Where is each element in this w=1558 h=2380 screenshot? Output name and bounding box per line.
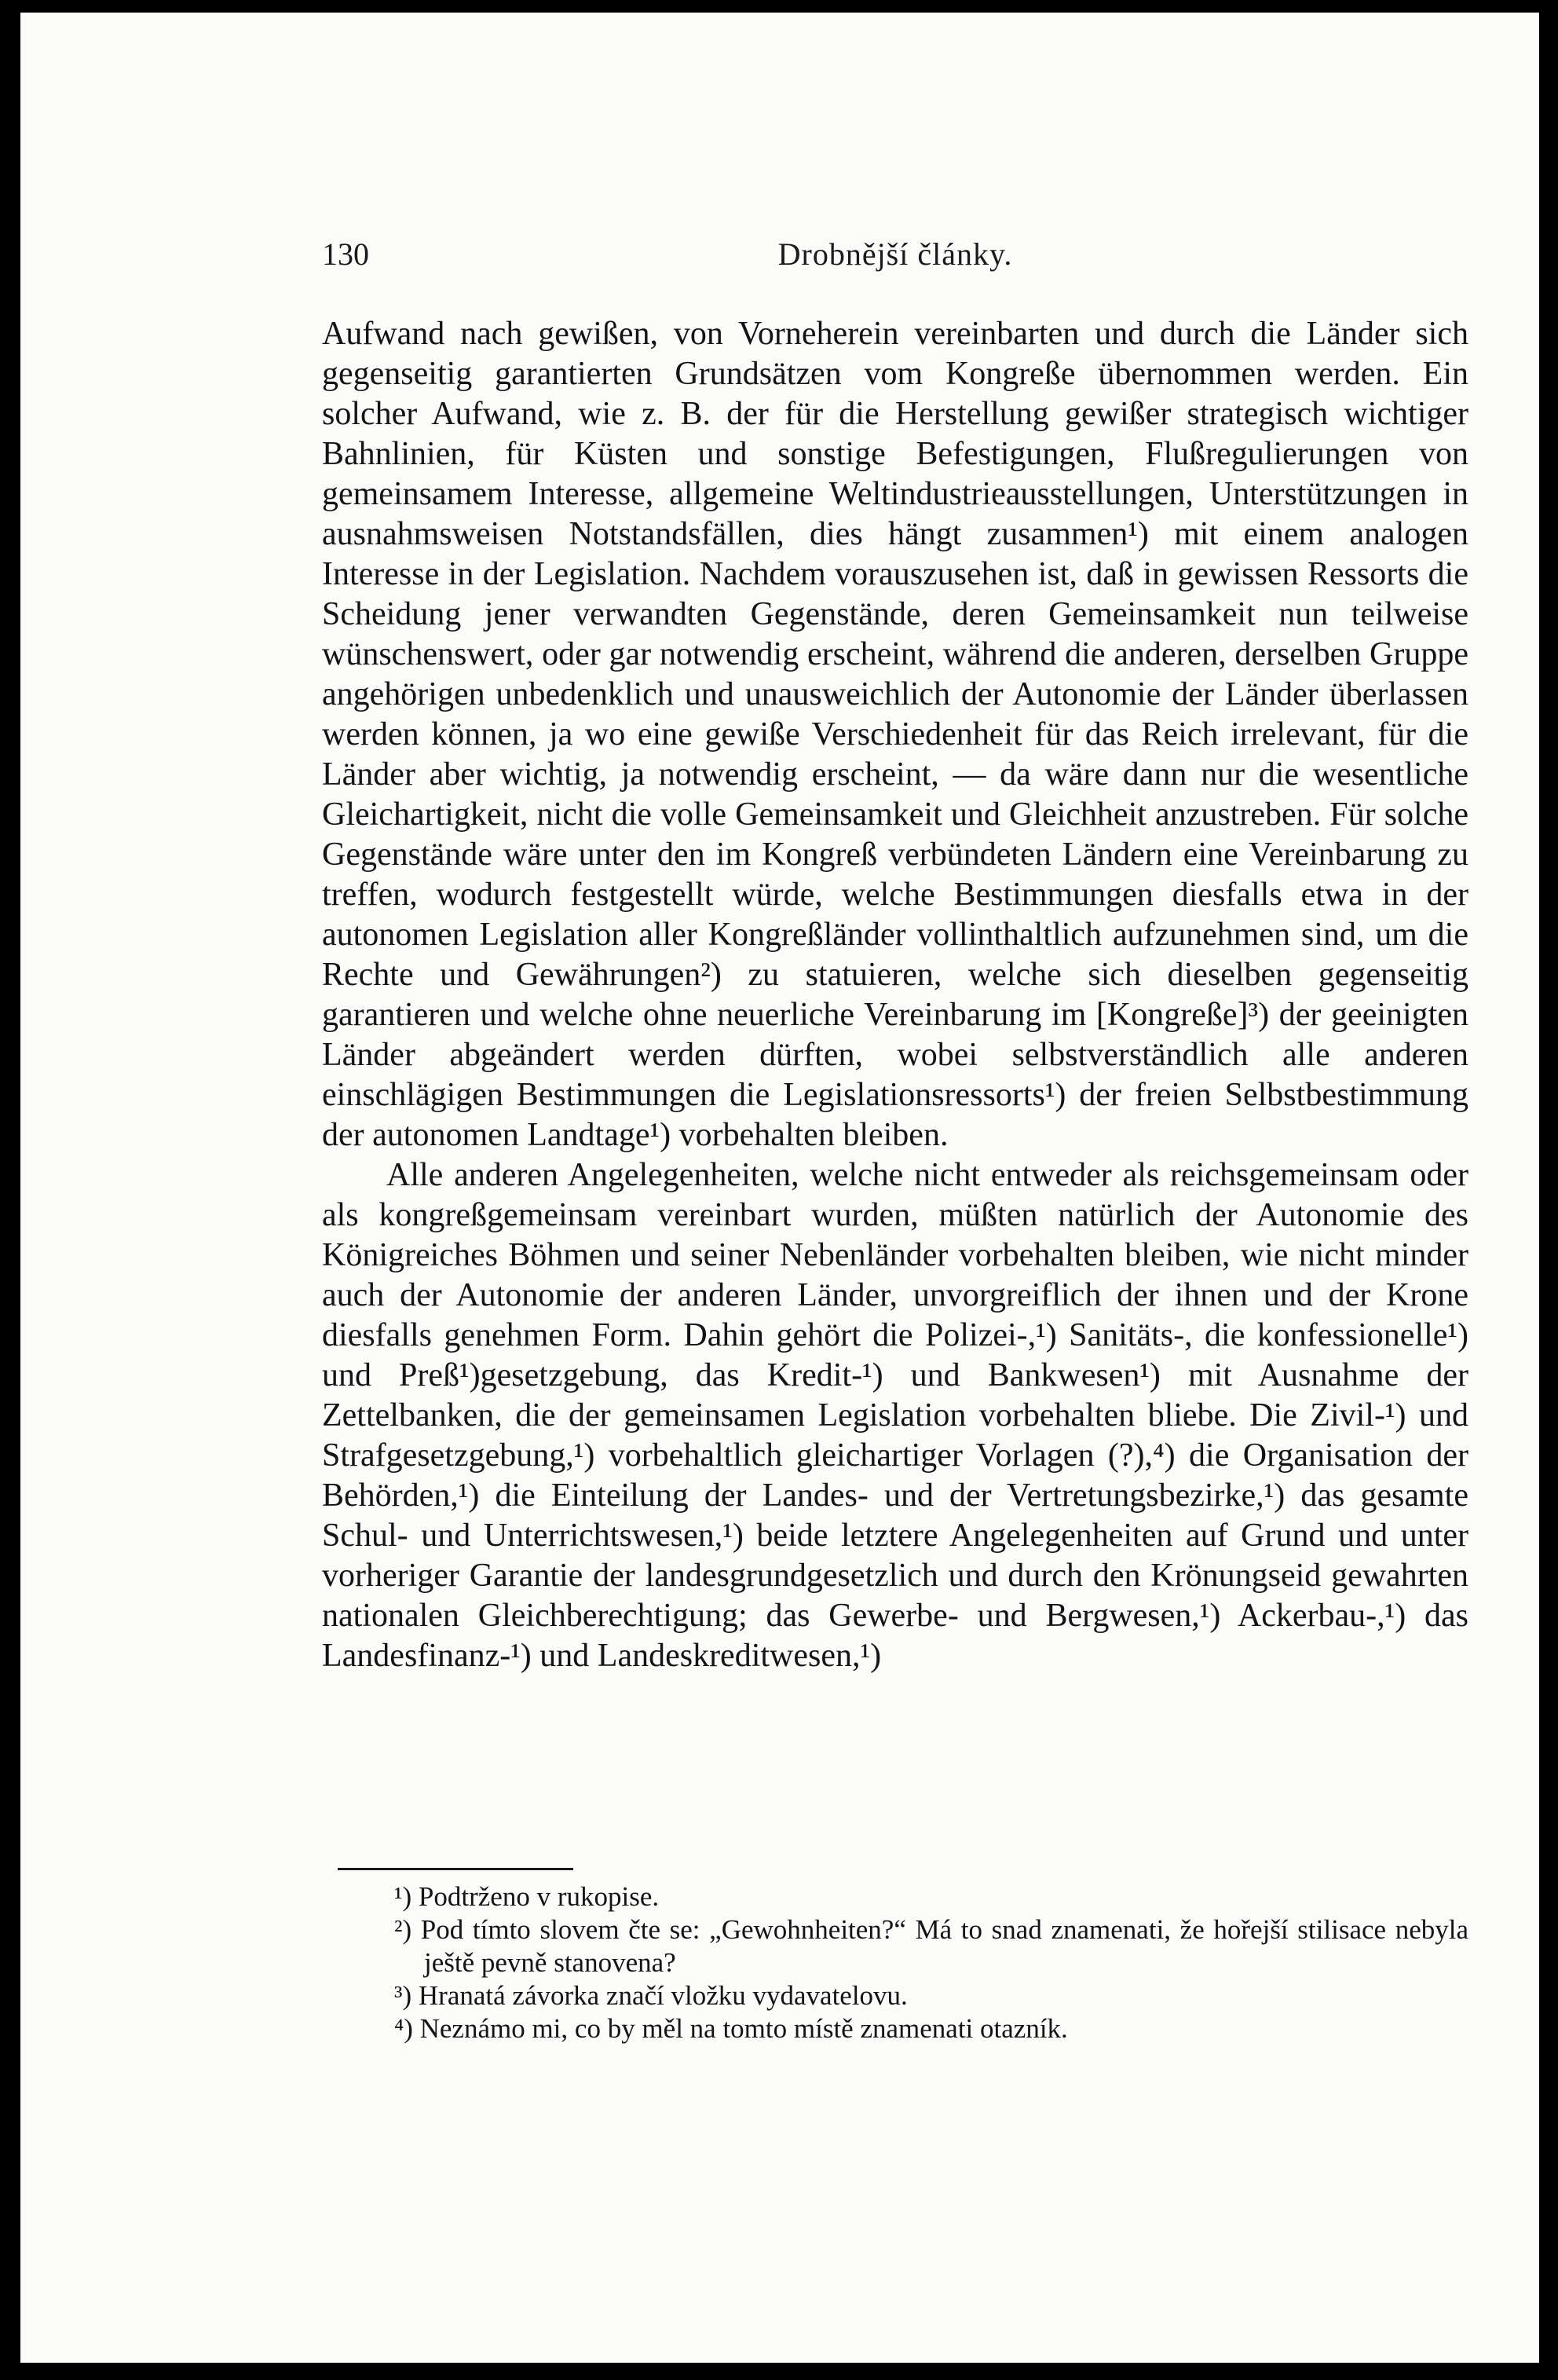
footnote-1: ¹) Podtrženo v rukopise. [394, 1881, 660, 1912]
paragraph-2: Alle anderen Angelegenheiten, welche nicht entweder als reichsgemeinsam oder als kongreßgemeinsam vereinbart wurden, müßten natürlich der Autonomie des Königreiches Böhmen und seiner Nebenländer vorbehalten bleiben, wie nicht minder auch der Autonomie der anderen Länder, unvorgreiflich der ihnen und der Krone diesfalls genehmen Form. Dahin gehört die Polizei-,¹) Sanitäts-, die konfessionelle¹) und Preß¹)gesetzgebung, das Kredit-¹) und Bankwesen¹) mit Ausnahme der Zettelbanken, die der gemeinsamen Legislation vorbehalten bliebe. Die Zivil-¹) und Strafgesetzgebung,¹) vorbehaltlich gleichartiger Vorlagen (?),⁴) die Organisation der Behörden,¹) die Einteilung der Landes- und der Vertretungsbezirke,¹) das gesamte Schul- und Unterrichtswesen,¹) beide letztere Angelegenheiten auf Grund und unter vorheriger Garantie der landesgrundgesetzlich und durch den Krönungseid gewahrten nationalen Gleichberechtigung; das Gewerbe- und Bergwesen,¹) Ackerbau-,¹) das Landesfinanz-¹) und Landeskreditwesen,¹) [322, 1157, 1468, 1674]
footnote-2: ²) Pod tímto slovem čte se: „Gewohnheiten?“ Má to snad znamenati, že hořejší stilisace nebyla ještě pevně stanovena? [394, 1914, 1468, 1978]
scan-border-bottom [0, 2363, 1558, 2380]
scan-border-right [1539, 0, 1558, 2380]
running-head: Drobnější články. [777, 236, 1013, 272]
footnote-4: ⁴) Neznámo mi, co by měl na tomto místě znamenati otazník. [394, 2013, 1068, 2044]
footnote-divider [338, 1868, 573, 1870]
paragraph-1: Aufwand nach gewißen, von Vorneherein vereinbarten und durch die Länder sich gegenseitig garantierten Grundsätzen vom Kongreße übernommen werden. Ein solcher Aufwand, wie z. B. der für die Herstellung gewißer strategisch wichtiger Bahnlinien, für Küsten und sonstige Befestigungen, Flußregulierungen von gemeinsamem Interesse, allgemeine Weltindustrieausstellungen, Unterstützungen in ausnahmsweisen Notstandsfällen, dies hängt zusammen¹) mit einem analogen Interesse in der Legislation. Nachdem vorauszusehen ist, daß in gewissen Ressorts die Scheidung jener verwandten Gegenstände, deren Gemeinsamkeit nun teilweise wünschenswert, oder gar notwendig erscheint, während die anderen, derselben Gruppe angehörigen unbedenklich und unausweichlich der Autonomie der Länder überlassen werden können, ja wo eine gewiße Verschiedenheit für das Reich irrelevant, für die Länder aber wichtig, ja notwendig erscheint, — da wäre dann nur die wesentliche Gleichartigkeit, nicht die volle Gemeinsamkeit und Gleichheit anzustreben. Für solche Gegenstände wäre unter den im Kongreß verbündeten Ländern eine Vereinbarung zu treffen, wodurch festgestellt würde, welche Bestimmungen diesfalls etwa in der autonomen Legislation aller Kongreßländer vollinthaltlich aufzunehmen sind, um die Rechte und Gewährungen²) zu statuieren, welche sich dieselben gegenseitig garantieren und welche ohne neuerliche Vereinbarung im [Kongreße]³) der geeinigten Länder abgeändert werden dürften, wobei selbstverständlich alle anderen einschlägigen Bestimmungen die Legislationsressorts¹) der freien Selbstbestimmung der autonomen Landtage¹) vorbehalten bleiben. [322, 316, 1468, 1153]
body-text [322, 314, 1468, 1676]
footnote-3: ³) Hranatá závorka značí vložku vydavatelovu. [394, 1980, 908, 2011]
scan-border-top [0, 0, 1558, 13]
scan-border-left [0, 0, 20, 2380]
page-header [322, 236, 1468, 283]
footnotes [338, 1880, 1468, 2045]
page-number: 130 [322, 236, 369, 272]
